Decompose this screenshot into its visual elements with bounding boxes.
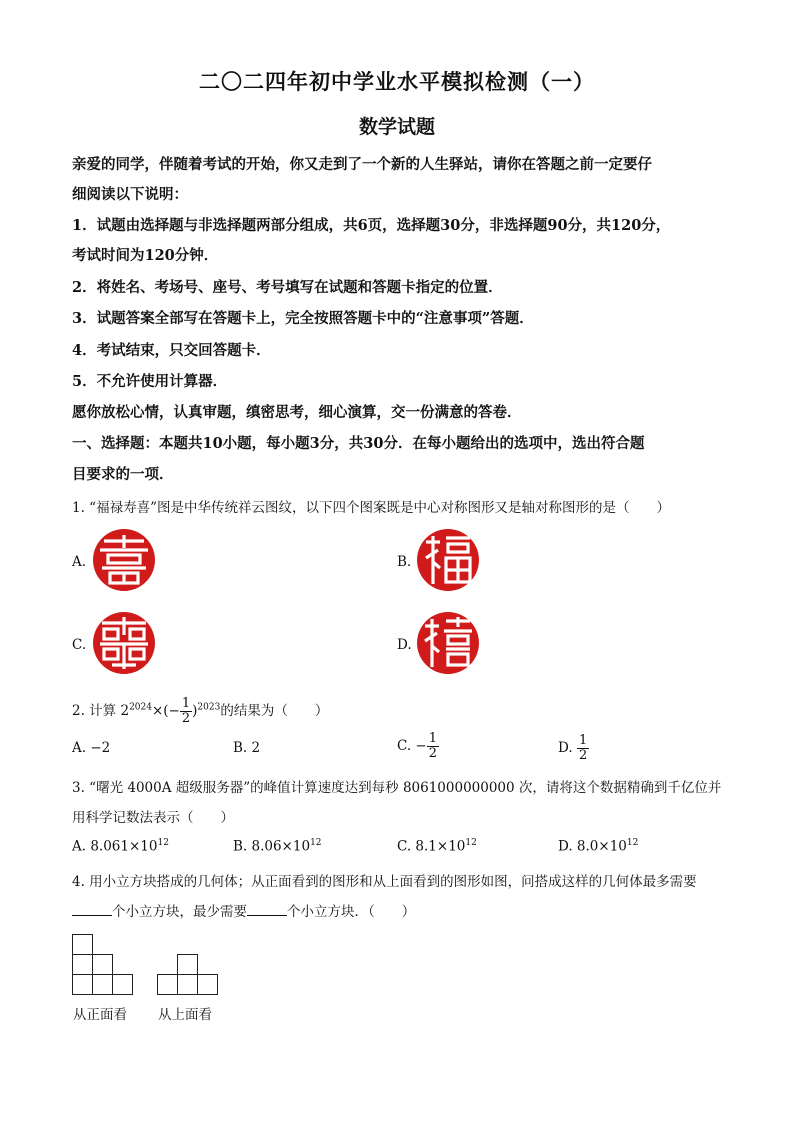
q1-stem: 1. “福禄寿喜”图是中华传统祥云图纹，以下四个图案既是中心对称图形又是轴对称图形的是（ ） (72, 500, 670, 516)
seal-fu-icon (416, 528, 480, 592)
front-view-cell (92, 974, 113, 995)
q4-stem-line-2 (72, 900, 732, 920)
front-view-cell (72, 954, 93, 975)
front-view-figure (72, 934, 136, 998)
front-view-caption: 从正面看 (73, 1007, 127, 1023)
q1-option-b-label: B. (397, 554, 412, 570)
q3-option-a (72, 838, 169, 855)
q3-option-c-text: C. 8.1×10 (397, 838, 466, 855)
instruction-3: 3．试题答案全部写在答题卡上，完全按照答题卡中的“注意事项”答题． (72, 310, 534, 327)
top-view-cell (177, 954, 198, 975)
q2-stem-close: ) (192, 703, 198, 719)
top-view-cell (177, 974, 198, 995)
q2-option-c-fraction (427, 732, 439, 761)
intro-line-1: 亲爱的同学，伴随着考试的开始，你又走到了一个新的人生驿站，请你在答题之前一定要仔 (72, 156, 652, 173)
q3-option-c-exp: 12 (465, 838, 477, 848)
section-heading-1: 一、选择题：本题共10小题，每小题3分，共30分．在每小题给出的选项中，选出符合题 (72, 435, 645, 452)
q2-stem (72, 697, 732, 726)
q2-option-d-den: 2 (578, 748, 588, 763)
q2-option-c-num: 1 (428, 731, 438, 746)
subject-title: 数学试题 (358, 116, 435, 138)
q3-option-d-text: D. 8.0×10 (558, 838, 627, 855)
front-view-cell (72, 974, 93, 995)
q3-option-d-exp: 12 (626, 838, 639, 848)
q4-blank-min (247, 903, 287, 916)
seal-lu-icon (416, 611, 480, 675)
seal-shou-icon (92, 611, 156, 675)
q2-stem-pre: 2. 计算 2 (72, 703, 130, 719)
q3-option-b (233, 838, 322, 855)
q1-option-d-label: D. (397, 637, 412, 653)
front-view-cell (92, 954, 113, 975)
top-view-caption: 从上面看 (158, 1007, 212, 1023)
exam-title: 二〇二四年初中学业水平模拟检测（一） (199, 69, 595, 94)
q4-stem-2b: 个小立方块．（ ） (287, 904, 416, 920)
q4-blank-max (72, 903, 112, 916)
top-view-figure (157, 954, 221, 998)
top-view-cell (197, 974, 218, 995)
q2-option-c (397, 732, 439, 761)
q3-option-b-exp: 12 (310, 838, 322, 848)
section-heading-2: 目要求的一项． (72, 466, 174, 483)
q3-option-b-text: B. 8.06×10 (233, 838, 311, 855)
q4-stem-line-1: 4. 用小立方块搭成的几何体；从正面看到的图形和从上面看到的图形如图，问搭成这样的几何体最多需要 (72, 874, 697, 890)
q3-option-c (397, 838, 477, 855)
q3-stem-line-1: 3. “曙光 4000A 超级服务器”的峰值计算速度达到每秒 8061000000000 次，请将这个数据精确到千亿位并 (72, 780, 722, 796)
front-view-cell (112, 974, 133, 995)
q2-option-c-den: 2 (428, 746, 438, 761)
q2-option-c-pre: C. − (397, 738, 427, 754)
q4-stem-2a: 个小立方块，最少需要 (112, 904, 247, 920)
top-view-cell (157, 974, 178, 995)
q2-option-d-fraction (577, 734, 589, 763)
q2-option-d (558, 734, 589, 763)
q3-option-a-exp: 12 (157, 838, 169, 848)
q2-stem-mid: ×(− (151, 703, 180, 719)
q2-stem-post: 的结果为（ ） (220, 703, 329, 719)
instruction-2: 2．将姓名、考场号、座号、考号填写在试题和答题卡指定的位置． (72, 279, 503, 296)
q2-exponent-1: 2024 (129, 702, 152, 713)
instruction-5: 5．不允许使用计算器． (72, 373, 228, 390)
q2-fraction (180, 697, 192, 726)
instruction-1a: 1．试题由选择题与非选择题两部分组成，共6页，选择题30分，非选择题90分，共120分， (72, 217, 671, 234)
front-view-cell (72, 934, 93, 955)
q1-option-a-label: A. (72, 554, 87, 570)
q2-fraction-den: 2 (181, 711, 191, 726)
intro-line-2: 细阅读以下说明： (72, 186, 188, 203)
q2-exponent-2: 2023 (197, 702, 221, 713)
q2-option-d-pre: D. (558, 740, 573, 756)
q2-option-d-num: 1 (578, 733, 588, 748)
wish-line: 愿你放松心情，认真审题，缜密思考，细心演算，交一份满意的答卷． (72, 404, 522, 421)
q3-option-d (558, 838, 638, 855)
instruction-1b: 考试时间为120分钟． (72, 247, 219, 264)
instruction-4: 4．考试结束，只交回答题卡． (72, 342, 271, 359)
q2-option-a: A. −2 (72, 740, 111, 756)
q3-stem-line-2: 用科学记数法表示（ ） (72, 810, 234, 826)
q3-option-a-text: A. 8.061×10 (72, 838, 158, 855)
q2-option-b: B. 2 (233, 740, 261, 756)
q1-option-c-label: C. (72, 637, 87, 653)
q2-fraction-num: 1 (181, 696, 191, 711)
seal-xi-icon (92, 528, 156, 592)
